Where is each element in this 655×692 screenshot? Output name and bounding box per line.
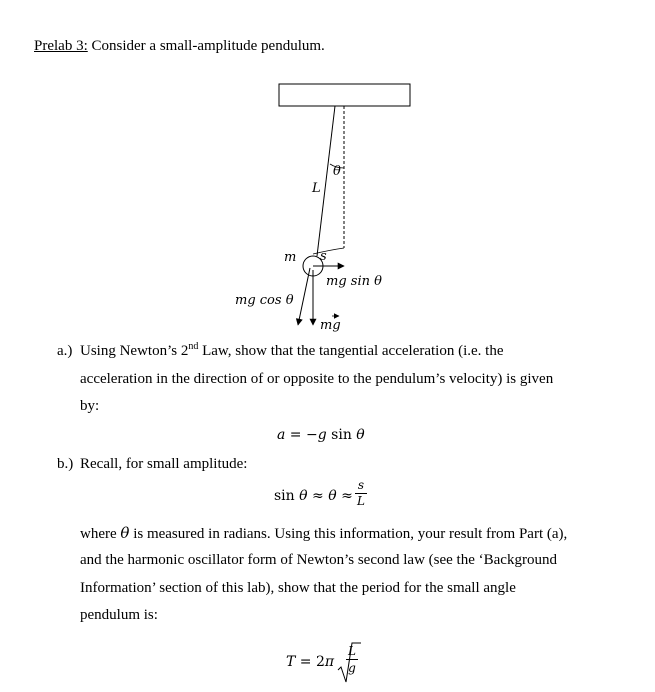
period-denominator: g <box>348 661 356 675</box>
pendulum-diagram <box>0 0 655 340</box>
label-mass-m: m <box>284 250 297 265</box>
fraction-s-over-L <box>355 478 367 509</box>
part-b-paragraph-line-3: Information’ section of this lab), show that the period for the small angle <box>80 580 516 596</box>
part-b-paragraph-line-2: and the harmonic oscillator form of Newton’s second law (see the ‘Background <box>80 552 557 568</box>
period-numerator: L <box>346 643 358 660</box>
part-b-paragraph-line-4: pendulum is: <box>80 607 158 623</box>
pendulum-support <box>279 84 410 106</box>
normal-force-arrow <box>298 268 310 325</box>
label-length-L: L <box>312 181 321 196</box>
label-mg-cos-theta: mg cos θ <box>235 293 294 308</box>
equation-tangential-acceleration: a = −g sin θ <box>277 427 365 443</box>
prelab-text: Consider a small-amplitude pendulum. <box>87 38 325 54</box>
equation-period: T = 2π <box>286 654 335 670</box>
part-a-line-2: acceleration in the direction of or opposite to the pendulum’s velocity) is given <box>80 371 554 387</box>
part-b-paragraph-line-1: where θ is measured in radians. Using this information, your result from Part (a), <box>80 524 568 542</box>
label-mg-sin-theta: mg sin θ <box>326 274 382 289</box>
part-b-marker: b.) <box>57 456 74 472</box>
prelab-label: Prelab 3: <box>34 38 88 54</box>
part-a-line-1: Using Newton’s 2nd Law, show that the tangential acceleration (i.e. the <box>80 341 504 359</box>
part-b-intro: Recall, for small amplitude: <box>80 456 248 472</box>
part-a-line-3: by: <box>80 398 100 414</box>
label-mg-vector: mg <box>320 318 341 333</box>
label-theta: θ <box>333 164 341 179</box>
equation-small-angle: sin θ ≈ θ ≈ <box>274 488 353 504</box>
fraction-denominator: L <box>357 494 365 508</box>
label-arc-s: s <box>320 249 327 264</box>
part-a-marker: a.) <box>57 343 73 359</box>
fraction-numerator: s <box>355 478 367 494</box>
fraction-L-over-g <box>346 643 358 676</box>
